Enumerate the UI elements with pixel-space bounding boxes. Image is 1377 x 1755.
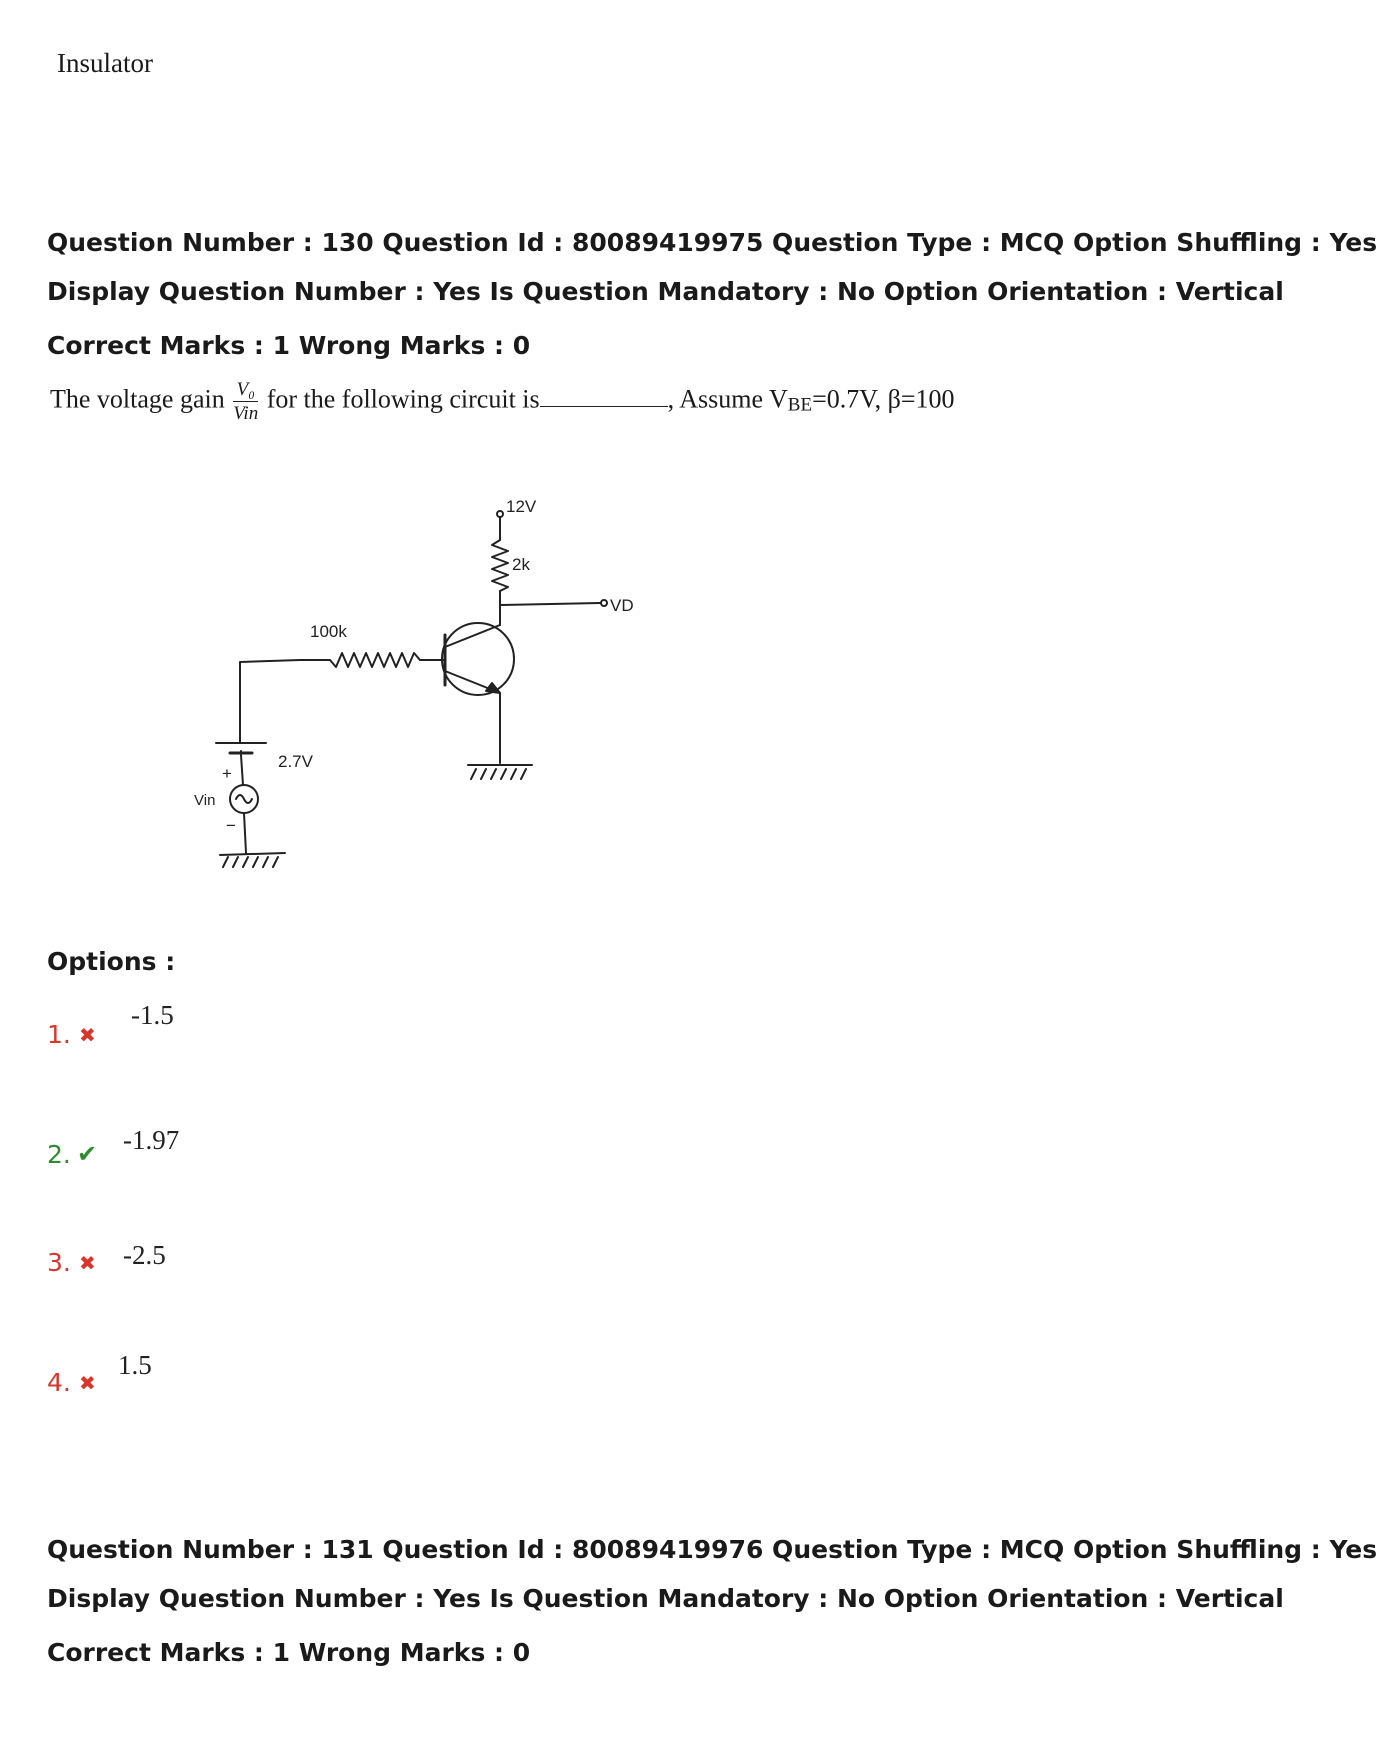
source-plus: + <box>222 764 232 783</box>
stem-assume: , Assume V <box>667 384 788 414</box>
collector-resistor <box>492 540 508 591</box>
transistor-collector <box>445 625 500 647</box>
output-wire <box>500 603 600 605</box>
collector-resistor-label: 2k <box>512 555 530 574</box>
source-ground-wire <box>244 813 246 853</box>
voltage-gain-fraction <box>233 380 258 423</box>
question-stem <box>50 380 955 423</box>
stem-subscript: BE <box>787 394 813 416</box>
wrong-mark-icon: ✖ <box>79 1023 96 1047</box>
left-ground-line <box>220 853 285 855</box>
q131-meta-line3: Correct Marks : 1 Wrong Marks : 0 <box>47 1638 531 1667</box>
left-wire <box>240 660 300 743</box>
option-1-number: 1. <box>47 1020 71 1049</box>
battery-label: 2.7V <box>278 752 313 771</box>
stem-middle: for the following circuit is <box>266 384 540 414</box>
top-text: Insulator <box>57 48 153 78</box>
wrong-mark-icon: ✖ <box>79 1371 96 1395</box>
battery-to-source-wire <box>241 755 243 785</box>
option-4-number: 4. <box>47 1368 71 1397</box>
answer-blank <box>540 384 668 407</box>
correct-mark-icon: ✔ <box>77 1140 98 1168</box>
output-terminal <box>601 600 607 606</box>
stem-prefix: The voltage gain <box>50 384 225 414</box>
right-ground-hatch <box>471 769 526 779</box>
stem-suffix: =0.7V, β=100 <box>812 384 955 414</box>
wrong-mark-icon: ✖ <box>79 1251 96 1275</box>
base-resistor-label: 100k <box>310 622 347 641</box>
option-1-value[interactable]: -1.5 <box>131 1000 174 1030</box>
q130-meta-line3: Correct Marks : 1 Wrong Marks : 0 <box>47 331 531 360</box>
ac-symbol <box>236 795 252 803</box>
options-heading: Options : <box>47 947 176 976</box>
q130-meta-line1: Question Number : 130 Question Id : 80089419975 Question Type : MCQ Option Shuffling : Yes <box>47 228 1377 257</box>
source-minus: − <box>226 816 236 835</box>
option-3-number: 3. <box>47 1248 71 1277</box>
option-2-number: 2. <box>47 1140 71 1169</box>
option-3-value[interactable]: -2.5 <box>123 1240 166 1270</box>
left-ground-hatch <box>223 857 278 867</box>
q131-meta-line2: Display Question Number : Yes Is Question Mandatory : No Option Orientation : Vertical <box>47 1584 1284 1613</box>
fraction-denominator: Vin <box>233 403 259 424</box>
option-4-value[interactable]: 1.5 <box>118 1350 152 1380</box>
option-2-value[interactable]: -1.97 <box>123 1125 180 1155</box>
q131-meta-line1: Question Number : 131 Question Id : 80089419976 Question Type : MCQ Option Shuffling : Yes <box>47 1535 1377 1564</box>
source-label: Vin <box>194 792 216 809</box>
supply-label: 12V <box>506 497 537 516</box>
base-resistor <box>300 653 420 667</box>
q130-meta-line2: Display Question Number : Yes Is Question Mandatory : No Option Orientation : Vertical <box>47 277 1284 306</box>
circuit-diagram <box>180 485 680 925</box>
fraction-numerator: V₀ <box>233 380 258 402</box>
output-label: VD <box>610 596 634 615</box>
